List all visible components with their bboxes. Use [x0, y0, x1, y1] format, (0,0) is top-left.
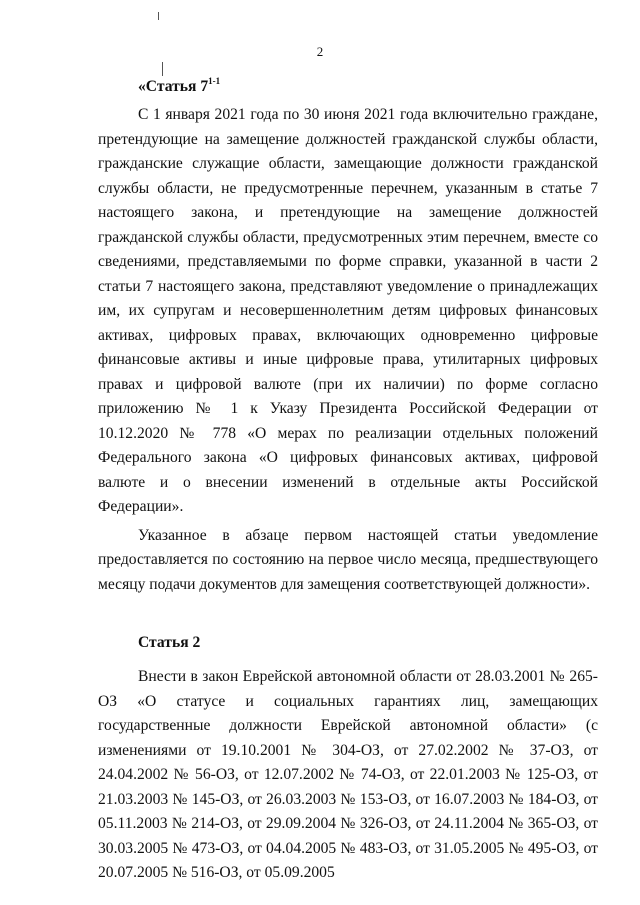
scan-artifact	[158, 12, 159, 20]
document-body	[98, 70, 598, 886]
article-7-1-1-paragraph-2: Указанное в абзаце первом настоящей статьи уведомление предоставляется по состоянию на первое число месяца, предшествующего месяцу подачи документов для замещения соответствующей должности».	[98, 526, 598, 593]
article-2-paragraph-1: Внести в закон Еврейской автономной области от 28.03.2001 № 265-ОЗ «О статусе и социальных гарантиях лиц, замещающих государственные должности Еврейской автономной области» (с изменениями от 19.10.2001 № 304-ОЗ, от 27.02.2002 № 37-ОЗ, от 24.04.2002 № 56-ОЗ, от 12.07.2002 № 74-ОЗ, от 22.01.2003 № 125-ОЗ, от 21.03.2003 № 145-ОЗ, от 26.03.2003 № 153-ОЗ, от 16.07.2003 № 184-ОЗ, от 05.11.2003 № 214-ОЗ, от 29.09.2004 № 326-ОЗ, от 24.11.2004 № 365-ОЗ, от 30.03.2005 № 473-ОЗ, от 04.04.2005 № 483-ОЗ, от 31.05.2005 № 495-ОЗ, от 20.07.2005 № 516-ОЗ, от 05.09.2005	[98, 668, 598, 882]
article-2-heading: Статья 2	[138, 634, 201, 652]
article-7-1-1-heading-superscript: 1-1	[208, 76, 221, 86]
article-7-1-1-heading	[138, 70, 598, 99]
article-7-1-1-heading-text: «Статья 7	[138, 78, 209, 96]
page-number: 2	[316, 44, 324, 59]
article-7-1-1-paragraph-1: С 1 января 2021 года по 30 июня 2021 года включительно граждане, претендующие на замещение должностей гражданской службы области, гражданские служащие области, замещающие должности гражданской службы области, не предусмотренные перечнем, указанным в статье 7 настоящего закона, и претендующие на замещение должностей гражданской службы области, предусмотренных этим перечнем, вместе со сведениями, представляемыми по форме справки, указанной в части 2 статьи 7 настоящего закона, представляют уведомление о принадлежащих им, их супругам и несовершеннолетним детям цифровых финансовых активах, цифровых правах, включающих одновременно цифровые финансовые активы и иные цифровые права, утилитарных цифровых правах и цифровой валюте (при их наличии) по форме согласно приложению № 1 к Указу Президента Российской Федерации от 10.12.2020 № 778 «О мерах по реализации отдельных положений Федерального закона «О цифровых финансовых активах, цифровой валюте и о внесении изменений в отдельные акты Российской Федерации».	[98, 106, 598, 516]
